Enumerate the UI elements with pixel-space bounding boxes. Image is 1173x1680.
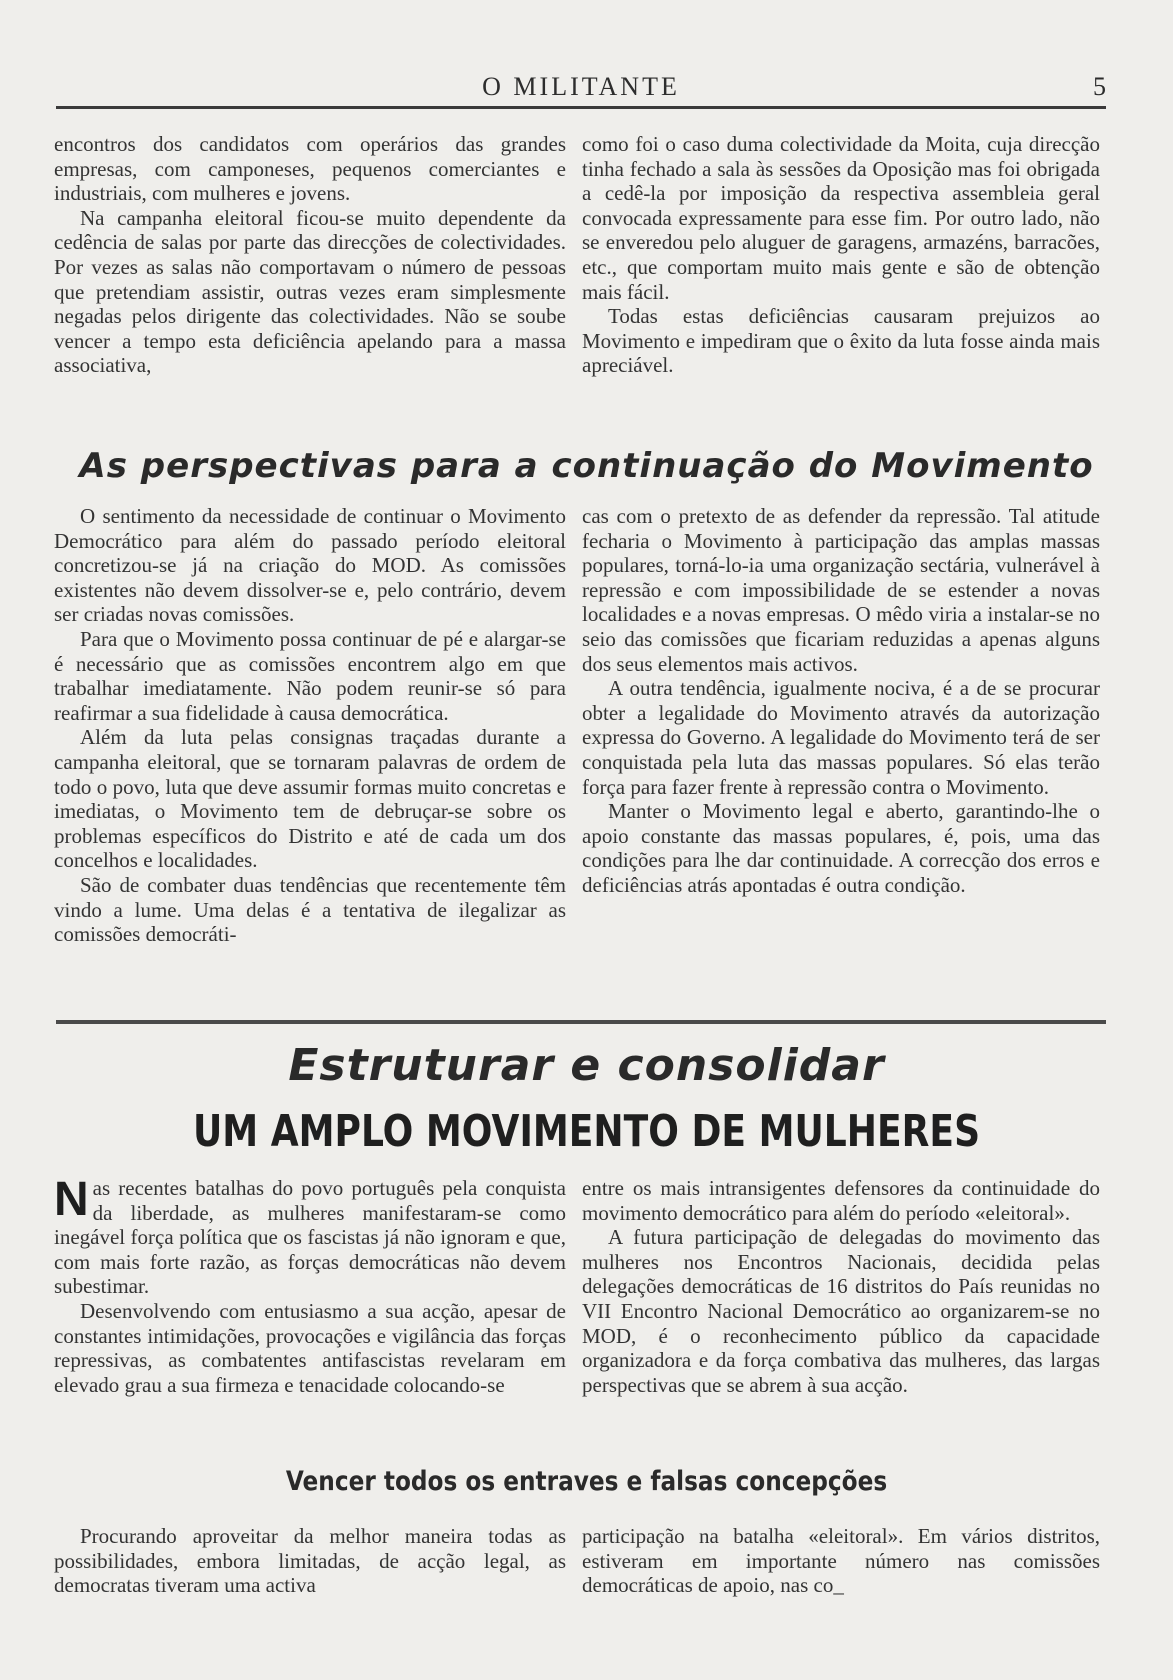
paragraph: Para que o Movimento possa continuar de pé e alargar-se é necessário que as comissões encontrem algo em que trabalhar imediatamente. Não podem reunir-se só para reafirmar a sua fidelidade à causa democrática. <box>54 626 566 725</box>
header-rule <box>56 106 1106 109</box>
drop-cap: N <box>54 1173 89 1226</box>
page-number: 5 <box>1093 72 1106 101</box>
paragraph: participação na batalha «eleitoral». Em vários distritos, estiveram em importante número nas comissões democráticas de apoio, nas co_ <box>582 1524 1100 1598</box>
section-divider-rule <box>56 1020 1106 1024</box>
paragraph: Na campanha eleitoral ficou-se muito dependente da cedência de salas por parte das direcções de colectividades. Por vezes as salas não comportavam o número de pessoas que pretendiam assistir, outras vezes eram simplesmente negadas pelos dirigente das colectividades. Não se soube vencer a tempo esta deficiência apelando para a massa associativa, <box>54 205 566 378</box>
paragraph: Além da luta pelas consignas traçadas durante a campanha eleitoral, que se tornaram palavras de ordem de todo o povo, luta que deve assumir formas muito concretas e imediatas, o Movimento tem de debruçar-se sobre os problemas específicos do Distrito e até de cada um dos concelhos e localidades. <box>54 725 566 873</box>
section3-left-column <box>54 1173 566 1397</box>
paragraph-text: as recentes batalhas do povo português pela conquista da liberdade, as mulheres manifestaram-se como inegável força política que os fascistas já não ignoram e que, com mais forte razão, as forças democráticas não devem subestimar. <box>54 1176 566 1299</box>
heading-estruturar: Estruturar e consolidar <box>288 1040 885 1091</box>
heading-movimento-mulheres: UM AMPLO MOVIMENTO DE MULHERES <box>192 1106 981 1157</box>
page-header <box>56 72 1106 106</box>
section1-left-column <box>54 132 566 378</box>
paragraph: encontros dos candidatos com operários das grandes empresas, com camponeses, pequenos comerciantes e industriais, com mulheres e jovens. <box>54 132 566 206</box>
section2-left-column <box>54 504 566 947</box>
paragraph: cas com o pretexto de as defender da repressão. Tal atitude fecharia o Movimento à participação das amplas massas populares, torná-lo-ia uma organização sectária, vulnerável à repressão e com impossibilidade de se estender a novas localidades e a novas empresas. O mêdo viria a instalar-se no seio das comissões que ficariam reduzidas a apenas alguns dos seus elementos mais activos. <box>582 504 1100 676</box>
publication-title: O MILITANTE <box>482 72 680 101</box>
section4-left-column <box>54 1524 566 1598</box>
section2-right-column <box>582 504 1100 898</box>
paragraph: O sentimento da necessidade de continuar o Movimento Democrático para além do passado período eleitoral concretizou-se já na criação do MOD. As comissões existentes não devem dissolver-se e, pelo contrário, devem ser criadas novas comissões. <box>54 504 566 627</box>
paragraph: Manter o Movimento legal e aberto, garantindo-lhe o apoio constante das massas populares, é, pois, uma das condições para lhe dar continuidade. A correcção dos erros e deficiências atrás apontadas é outra condição. <box>582 799 1100 897</box>
paragraph <box>54 1173 566 1299</box>
heading-vencer: Vencer todos os entraves e falsas concepções <box>285 1466 888 1497</box>
paragraph: São de combater duas tendências que recentemente têm vindo a lume. Uma delas é a tentativa de ilegalizar as comissões democráti- <box>54 872 566 947</box>
section3-right-column <box>582 1176 1100 1397</box>
section1-right-column <box>582 132 1100 378</box>
paragraph: A outra tendência, igualmente nociva, é a de se procurar obter a legalidade do Movimento através da autorização expressa do Governo. A legalidade do Movimento terá de ser conquistada pela luta das massas populares. Só elas terão força para fazer frente à repressão contra o Movimento. <box>582 676 1100 799</box>
heading-perspectivas: As perspectivas para a continuação do Movimento <box>79 446 1094 486</box>
paragraph: Todas estas deficiências causaram prejuizos ao Movimento e impediram que o êxito da luta fosse ainda mais apreciável. <box>582 304 1100 378</box>
paragraph: A futura participação de delegadas do movimento das mulheres nos Encontros Nacionais, decidida pelas delegações democráticas de 16 distritos do País reunidas no VII Encontro Nacional Democrático ao organizarem-se no MOD, é o reconhecimento público da capacidade organizadora e da força combativa das mulheres, das largas perspectivas que se abrem à sua acção. <box>582 1225 1100 1397</box>
paragraph: entre os mais intransigentes defensores da continuidade do movimento democrático para além do período «eleitoral». <box>582 1176 1100 1225</box>
paragraph: Desenvolvendo com entusiasmo a sua acção, apesar de constantes intimidações, provocações e vigilância das forças repressivas, as combatentes antifascistas revelaram em elevado grau a sua firmeza e tenacidade colocando-se <box>54 1298 566 1397</box>
paragraph: como foi o caso duma colectividade da Moita, cuja direcção tinha fechado a sala às sessões da Oposição mas foi obrigada a cedê-la por imposição da respectiva assembleia geral convocada expressamente para esse fim. Por outro lado, não se enveredou pelo aluguer de garagens, armazéns, barracões, etc., que comportam muito mais gente e são de obtenção mais fácil. <box>582 132 1100 304</box>
paragraph: Procurando aproveitar da melhor maneira todas as possibilidades, embora limitadas, de acção legal, as democratas tiveram uma activa <box>54 1524 566 1598</box>
section4-right-column <box>582 1524 1100 1598</box>
